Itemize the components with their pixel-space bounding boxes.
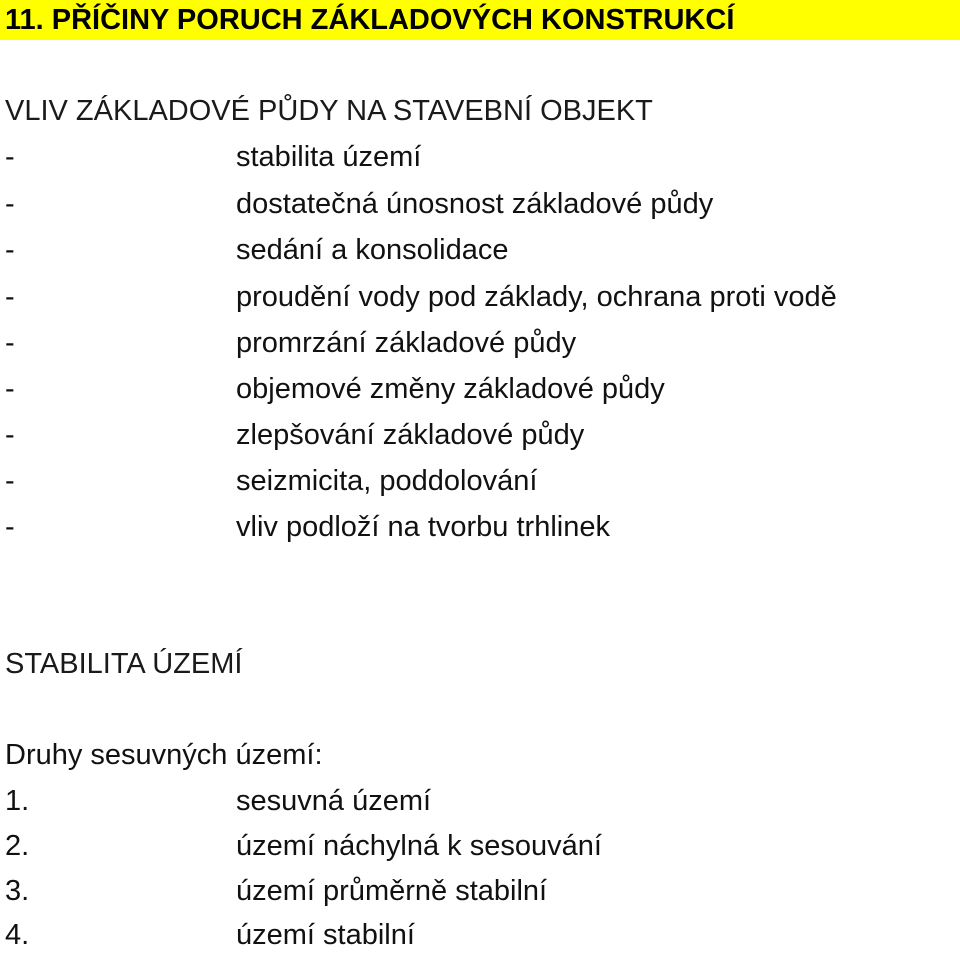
list-bullet: - [5,373,15,405]
section-heading-soil-influence: VLIV ZÁKLADOVÉ PŮDY NA STAVEBNÍ OBJEKT [5,95,653,127]
list-item-text: objemové změny základové půdy [236,373,665,405]
list-bullet: - [5,281,15,313]
list-item-text: sesuvná území [236,785,432,817]
list-item-text: seizmicita, poddolování [236,465,538,497]
list-number: 3. [5,875,30,907]
list-item-text: stabilita území [236,141,422,173]
section-heading-stability: STABILITA ÚZEMÍ [5,648,243,680]
list-number: 2. [5,830,30,862]
list-item-text: vliv podloží na tvorbu trhlinek [236,511,610,543]
list-item-text: zlepšování základové půdy [236,419,585,451]
list-bullet: - [5,465,15,497]
list-item-text: promrzání základové půdy [236,327,577,359]
list-number: 4. [5,919,30,951]
list-number: 1. [5,785,30,817]
list-bullet: - [5,327,15,359]
list-item-text: sedání a konsolidace [236,234,509,266]
subheading-landslide-types: Druhy sesuvných území: [5,739,323,771]
list-item-text: území stabilní [236,919,415,951]
list-bullet: - [5,141,15,173]
page-title: 11. PŘÍČINY PORUCH ZÁKLADOVÝCH KONSTRUKCÍ [0,0,960,40]
list-bullet: - [5,419,15,451]
list-item-text: území náchylná k sesouvání [236,830,602,862]
list-item-text: území průměrně stabilní [236,875,548,907]
list-bullet: - [5,511,15,543]
list-item-text: proudění vody pod základy, ochrana proti vodě [236,281,837,313]
list-item-text: dostatečná únosnost základové půdy [236,188,714,220]
list-bullet: - [5,234,15,266]
list-bullet: - [5,188,15,220]
